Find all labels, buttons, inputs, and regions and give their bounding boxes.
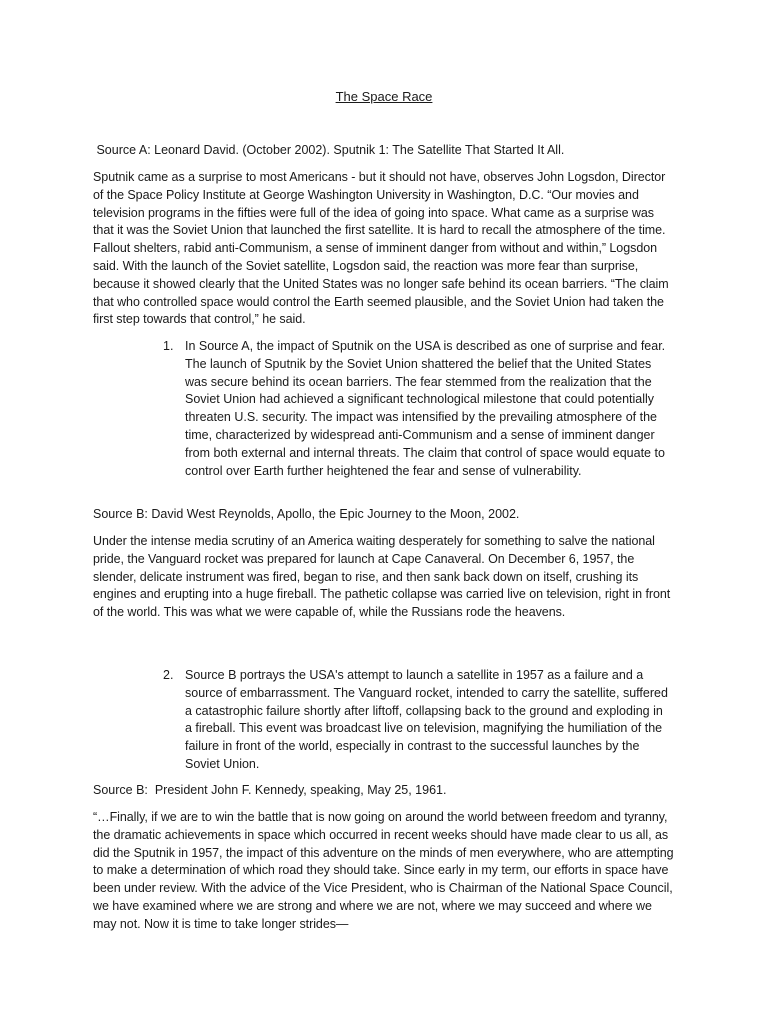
source-c-paragraph: “…Finally, if we are to win the battle that is now going on around the world between freedom and tyranny, the dramatic achievements in space which occurred in recent weeks should have made clear to us all, as did the Sputnik in 1957, the impact of this adventure on the minds of men everywhere, who are attempting to make a determination of which road they should take. Since early in my term, our efforts in space have been under review. With the advice of the Vice President, who is Chairman of the National Space Council, we have examined where we are strong and where we are not, where we may succeed and where we may not. Now it is time to take longer strides— bbox=[93, 810, 674, 931]
source-c-heading: Source B: President John F. Kennedy, speaking, May 25, 1961. bbox=[93, 783, 447, 797]
answer-1-item bbox=[163, 338, 673, 480]
answer-1-text: In Source A, the impact of Sputnik on the USA is described as one of surprise and fear. The launch of Sputnik by the Soviet Union shattered the belief that the United States was secure behind its ocean barriers. The fear stemmed from the realization that the Soviet Union had achieved a significant technological milestone that could potentially threaten U.S. security. The impact was intensified by the prevailing atmosphere of the time, characterized by widespread anti-Communism and a sense of imminent danger from both external and internal threats. The claim that control of space would equate to control over Earth further heightened the fear and sense of vulnerability. bbox=[185, 339, 666, 478]
source-a-heading: Source A: Leonard David. (October 2002). Sputnik 1: The Satellite That Started It All. bbox=[93, 143, 565, 157]
source-b-heading: Source B: David West Reynolds, Apollo, the Epic Journey to the Moon, 2002. bbox=[93, 507, 520, 521]
source-b-paragraph: Under the intense media scrutiny of an America waiting desperately for something to salve the national pride, the Vanguard rocket was prepared for launch at Cape Canaveral. On December 6, 1957, the slender, delicate instrument was fired, began to rise, and then sank back down on itself, crushing its engines and erupting into a huge fireball. The pathetic collapse was carried live on television, right in front of the world. This was what we were capable of, while the Russians rode the heavens. bbox=[93, 534, 671, 620]
answer-2-item bbox=[163, 667, 673, 774]
answer-2-text: Source B portrays the USA's attempt to launch a satellite in 1957 as a failure and a source of embarrassment. The Vanguard rocket, intended to carry the satellite, suffered a catastrophic failure shortly after liftoff, collapsing back to the ground and exploding in a fireball. This event was broadcast live on television, magnifying the humiliation of the failure in front of the world, especially in contrast to the successful launches by the Soviet Union. bbox=[185, 668, 668, 771]
page-title: The Space Race bbox=[335, 89, 433, 104]
source-a-paragraph: Sputnik came as a surprise to most Americans - but it should not have, observes John Logsdon, Director of the Space Policy Institute at George Washington University in Washington, D.C. “Our movies and television programs in the fifties were full of the idea of going into space. What came as a surprise was that it was the Soviet Union that launched the first satellite. It is hard to recall the atmosphere of the time. Fallout shelters, rabid anti-Communism, a sense of imminent danger from without and within,” Logsdon said. With the launch of the Soviet satellite, Logsdon said, the reaction was more fear than surprise, because it showed clearly that the United States was no longer safe behind its ocean barriers. “The claim that who controlled space would control the Earth seemed plausible, and the Soviet Union had taken the first step towards that control,” he said. bbox=[93, 170, 669, 327]
answer-2-number: 2. bbox=[163, 668, 174, 682]
answer-1-number: 1. bbox=[163, 339, 174, 353]
